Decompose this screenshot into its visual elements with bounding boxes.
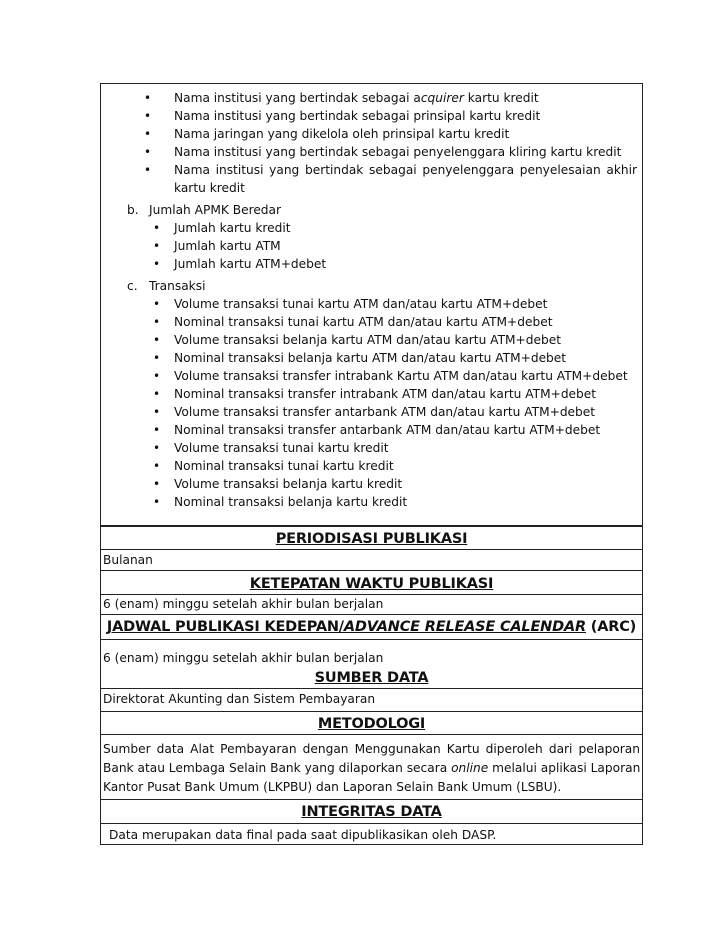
divider [101, 549, 642, 550]
section-c-label: c. [127, 279, 138, 293]
divider [101, 799, 642, 800]
bullet: • [153, 405, 161, 419]
bullet: • [153, 441, 161, 455]
bullet: • [153, 221, 161, 235]
bullet: • [153, 459, 161, 473]
list-item: Jumlah kartu kredit [174, 221, 291, 235]
section-c-title: Transaksi [149, 279, 206, 293]
list-item: Nama institusi yang bertindak sebagai penyelenggara penyelesaian akhir [174, 163, 637, 177]
bullet: • [153, 369, 161, 383]
metodologi-line-3: Kantor Pusat Bank Umum (LKPBU) dan Laporan Selain Bank Umum (LSBU). [103, 780, 562, 794]
jadwal-value: 6 (enam) minggu setelah akhir bulan berjalan [103, 651, 384, 665]
bullet: • [153, 257, 161, 271]
periodisasi-heading: PERIODISASI PUBLIKASI [275, 531, 468, 547]
list-item: Volume transaksi tunai kartu ATM dan/atau kartu ATM+debet [174, 297, 548, 311]
list-item: Volume transaksi transfer antarbank ATM dan/atau kartu ATM+debet [174, 405, 596, 419]
list-item: Nominal transaksi tunai kartu ATM dan/atau kartu ATM+debet [174, 315, 553, 329]
divider [101, 734, 642, 735]
divider [101, 823, 642, 824]
bullet: • [153, 387, 161, 401]
list-item: Volume transaksi tunai kartu kredit [174, 441, 389, 455]
metodologi-heading: METODOLOGI [317, 716, 426, 732]
section-b-label: b. [127, 203, 139, 217]
list-item: Nama institusi yang bertindak sebagai penyelenggara kliring kartu kredit [174, 145, 622, 159]
list-item: Nominal transaksi belanja kartu kredit [174, 495, 408, 509]
bullet: • [153, 333, 161, 347]
periodisasi-value: Bulanan [103, 553, 153, 567]
sumber-heading: SUMBER DATA [314, 670, 429, 686]
ketepatan-heading: KETEPATAN WAKTU PUBLIKASI [249, 576, 494, 592]
list-item: Nominal transaksi transfer antarbank ATM dan/atau kartu ATM+debet [174, 423, 601, 437]
divider [101, 711, 642, 712]
divider [101, 688, 642, 689]
bullet: • [153, 297, 161, 311]
divider [101, 639, 642, 640]
ketepatan-value: 6 (enam) minggu setelah akhir bulan berjalan [103, 597, 384, 611]
list-item: Nama institusi yang bertindak sebagai acquirer kartu kredit [174, 91, 539, 105]
jadwal-heading: JADWAL PUBLIKASI KEDEPAN/ADVANCE RELEASE CALENDAR (ARC) [106, 619, 637, 635]
bullet: • [153, 477, 161, 491]
list-item: Volume transaksi transfer intrabank Kartu ATM dan/atau kartu ATM+debet [174, 369, 628, 383]
bullet: • [144, 163, 152, 177]
list-item: Jumlah kartu ATM [174, 239, 281, 253]
list-item: Nama jaringan yang dikelola oleh prinsipal kartu kredit [174, 127, 510, 141]
integritas-value: Data merupakan data final pada saat dipublikasikan oleh DASP. [109, 828, 497, 842]
list-item: Nominal transaksi transfer intrabank ATM dan/atau kartu ATM+debet [174, 387, 597, 401]
metodologi-line-2: Bank atau Lembaga Selain Bank yang dilaporkan secara online melalui aplikasi Laporan [103, 761, 641, 775]
list-item: Nominal transaksi tunai kartu kredit [174, 459, 394, 473]
bullet: • [144, 91, 152, 105]
metadata-table [100, 83, 643, 845]
sumber-value: Direktorat Akunting dan Sistem Pembayaran [103, 692, 376, 706]
divider [101, 570, 642, 571]
bullet: • [153, 239, 161, 253]
list-item: Nama institusi yang bertindak sebagai prinsipal kartu kredit [174, 109, 541, 123]
bullet: • [153, 423, 161, 437]
integritas-heading: INTEGRITAS DATA [301, 804, 442, 820]
divider [101, 614, 642, 615]
bullet: • [144, 145, 152, 159]
divider [101, 525, 642, 527]
section-b-title: Jumlah APMK Beredar [149, 203, 282, 217]
bullet: • [153, 495, 161, 509]
list-item: Volume transaksi belanja kartu kredit [174, 477, 403, 491]
bullet: • [153, 351, 161, 365]
bullet: • [144, 109, 152, 123]
bullet: • [144, 127, 152, 141]
list-item: Nominal transaksi belanja kartu ATM dan/atau kartu ATM+debet [174, 351, 567, 365]
bullet: • [153, 315, 161, 329]
list-item-continued: kartu kredit [174, 181, 245, 195]
list-item: Jumlah kartu ATM+debet [174, 257, 327, 271]
metodologi-line-1: Sumber data Alat Pembayaran dengan Menggunakan Kartu diperoleh dari pelaporan [103, 742, 640, 756]
list-item: Volume transaksi belanja kartu ATM dan/atau kartu ATM+debet [174, 333, 561, 347]
